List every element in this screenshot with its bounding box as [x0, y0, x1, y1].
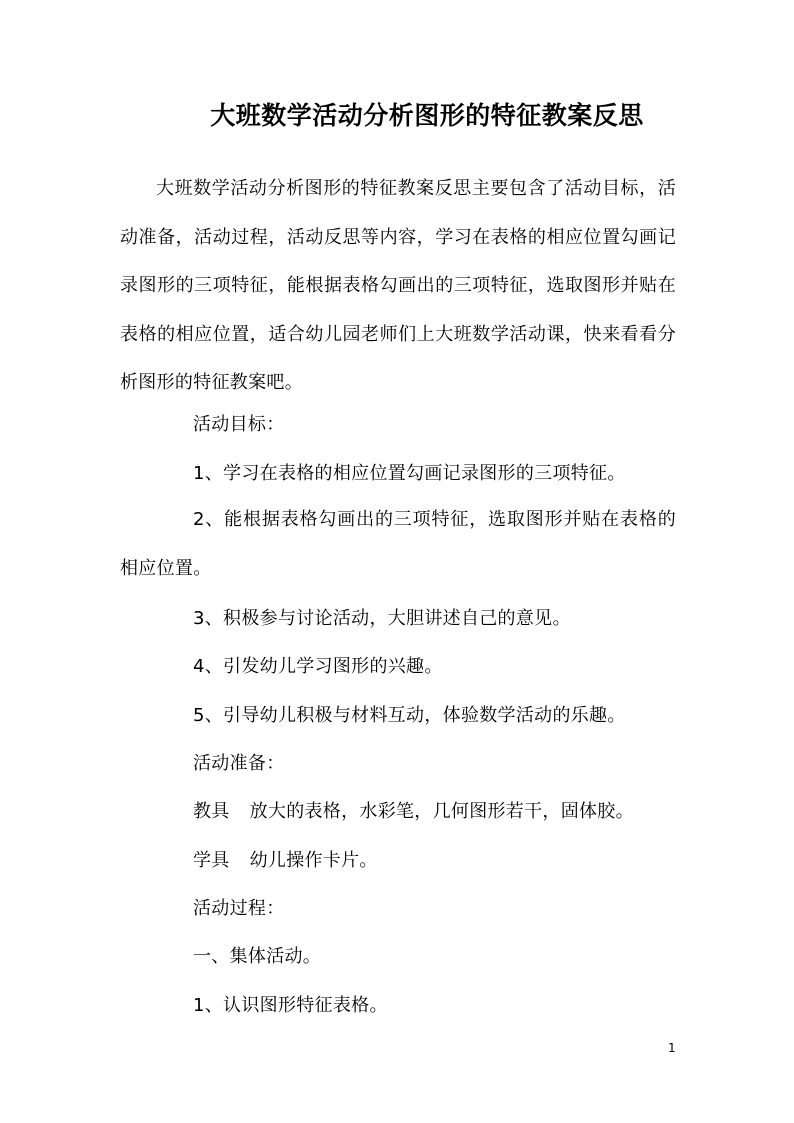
- goal-item: 5、引导幼儿积极与材料互动，体验数学活动的乐趣。: [193, 705, 626, 726]
- intro-paragraph: 大班数学活动分析图形的特征教案反思主要包含了活动目标，活动准备，活动过程，活动反思等内容，学习在表格的相应位置勾画记录图形的三项特征，能根据表格勾画出的三项特征，选取图形并贴在表格的相应位置，适合幼儿园老师们上大班数学活动课，快来看看分析图形的特征教案吧。: [120, 178, 676, 394]
- prep-heading: 活动准备：: [193, 753, 285, 774]
- prep-student-items: 幼儿操作卡片。: [249, 850, 378, 871]
- process-section: 一、集体活动。: [193, 946, 322, 967]
- goal-item: 1、学习在表格的相应位置勾画记录图形的三项特征。: [193, 463, 626, 484]
- prep-teacher-label: 教具: [193, 801, 230, 822]
- prep-student-line: [193, 848, 378, 874]
- prep-teacher-items: 放大的表格，水彩笔，几何图形若干，固体胶。: [249, 801, 634, 822]
- process-heading: 活动过程：: [193, 898, 285, 919]
- document-title: 大班数学活动分析图形的特征教案反思: [210, 101, 644, 130]
- goal-item: 2、能根据表格勾画出的三项特征，选取图形并贴在表格的相应位置。: [120, 509, 676, 579]
- goals-heading: 活动目标：: [193, 414, 285, 435]
- goal-item: 4、引发幼儿学习图形的兴趣。: [193, 656, 443, 677]
- goal-item: 3、积极参与讨论活动，大胆讲述自己的意见。: [193, 608, 571, 629]
- page-number: 1: [668, 1041, 676, 1055]
- process-step: 1、认识图形特征表格。: [193, 995, 388, 1016]
- prep-teacher-line: [193, 799, 634, 825]
- prep-student-label: 学具: [193, 850, 230, 871]
